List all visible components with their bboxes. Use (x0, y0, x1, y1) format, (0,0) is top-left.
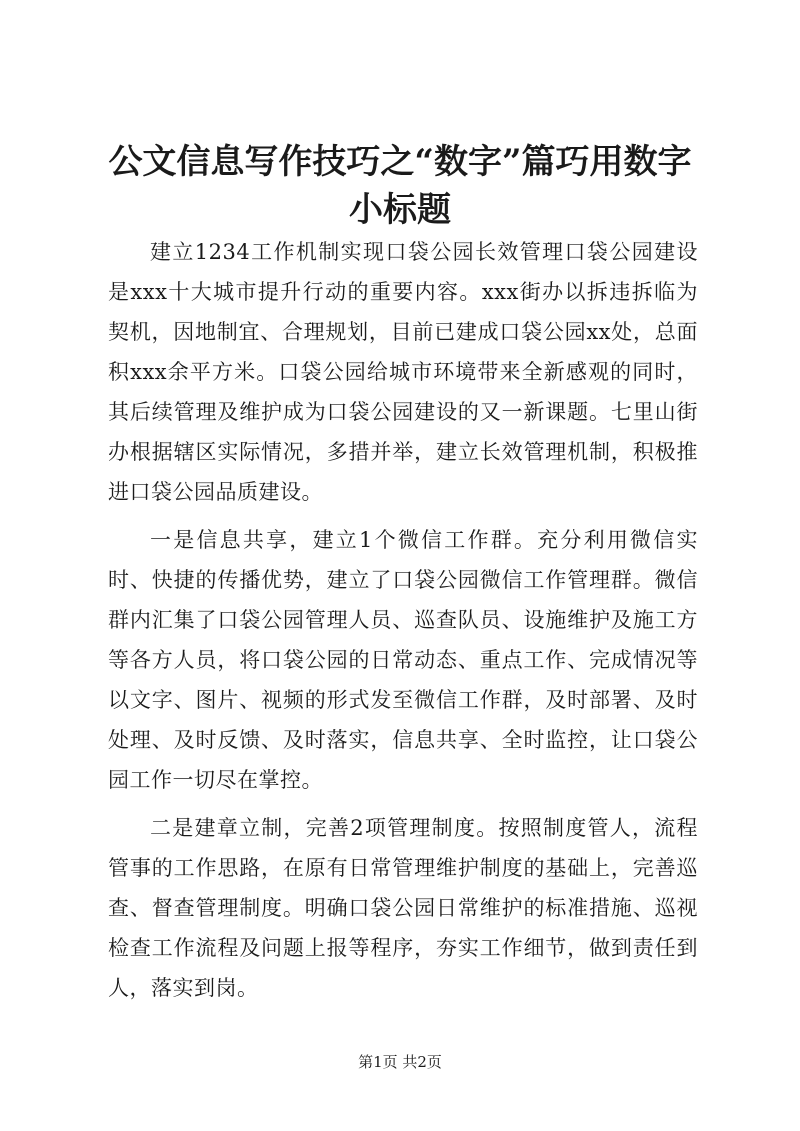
paragraph-intro: 建立1234工作机制实现口袋公园长效管理口袋公园建设是xxx十大城市提升行动的重要内容。xxx街办以拆违拆临为契机，因地制宜、合理规划，目前已建成口袋公园xx处，总面积xxx余平方米。口袋公园给城市环境带来全新感观的同时，其后续管理及维护成为口袋公园建设的又一新课题。七里山街办根据辖区实际情况，多措并举，建立长效管理机制，积极推进口袋公园品质建设。 (108, 240, 698, 504)
page-number-footer: 第1页 共2页 (358, 1053, 442, 1071)
document-body (108, 232, 698, 1016)
paragraph-point-one: 一是信息共享，建立1个微信工作群。充分利用微信实时、快捷的传播优势，建立了口袋公园微信工作管理群。微信群内汇集了口袋公园管理人员、巡查队员、设施维护及施工方等各方人员，将口袋公园的日常动态、重点工作、完成情况等以文字、图片、视频的形式发至微信工作群，及时部署、及时处理、及时反馈、及时落实，信息共享、全时监控，让口袋公园工作一切尽在掌控。 (108, 528, 698, 792)
paragraph-point-two: 二是建章立制，完善2项管理制度。按照制度管人，流程管事的工作思路，在原有日常管理维护制度的基础上，完善巡查、督查管理制度。明确口袋公园日常维护的标准措施、巡视检查工作流程及问题上报等程序，夯实工作细节，做到责任到人，落实到岗。 (108, 816, 698, 1000)
document-title: 公文信息写作技巧之“数字”篇巧用数字小标题 (108, 142, 692, 230)
